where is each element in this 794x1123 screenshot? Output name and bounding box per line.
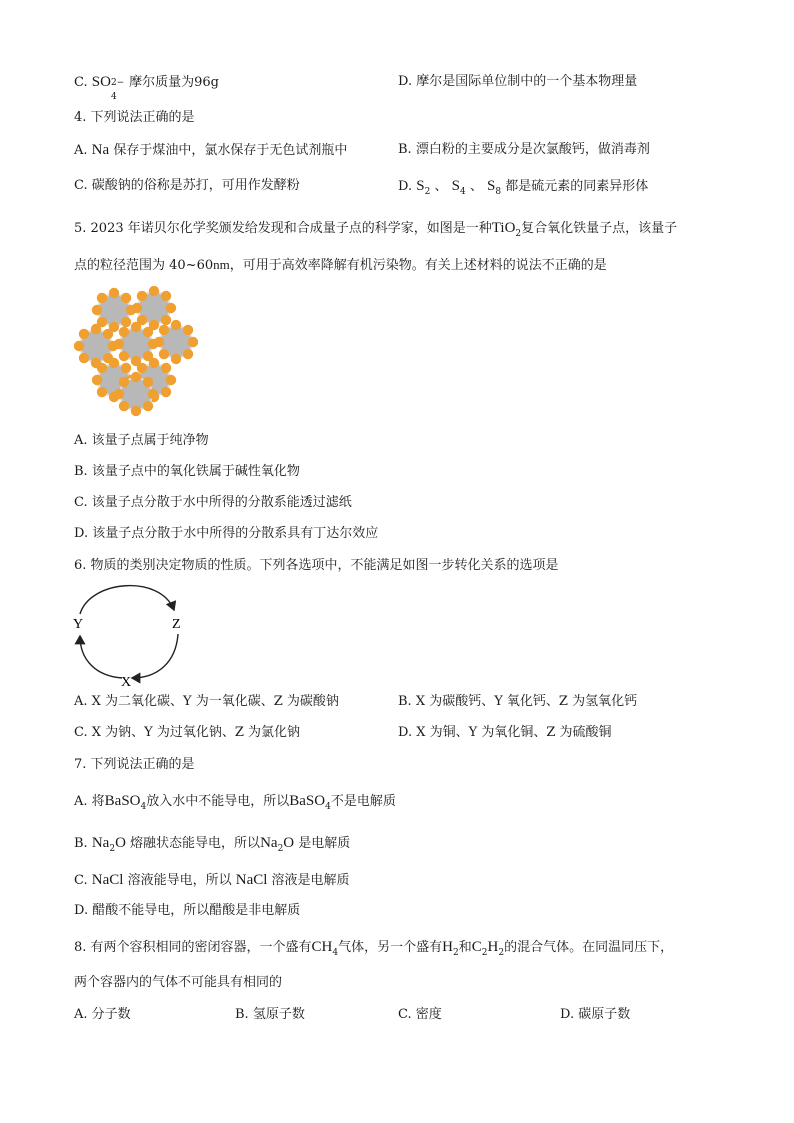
q4-option-b: B. 漂白粉的主要成分是次氯酸钙，做消毒剂 — [398, 142, 650, 157]
iron-oxide-dot — [137, 363, 147, 373]
iron-oxide-dot — [154, 337, 164, 347]
iron-oxide-dot — [114, 389, 124, 399]
q6-stem: 6. 物质的类别决定物质的性质。下列各选项中，不能满足如图一步转化关系的选项是 — [74, 558, 559, 573]
iron-oxide-dot — [119, 377, 129, 387]
iron-oxide-dot — [149, 358, 159, 368]
iron-oxide-dot — [131, 372, 141, 382]
iron-oxide-dot — [109, 288, 119, 298]
q4-option-d: D. $S_2$ 、 $S_4$ 、 $S_8$ 都是硫元素的同素异形体 — [398, 178, 649, 197]
q7-option-d: D. 醋酸不能导电，所以醋酸是非电解质 — [74, 903, 301, 918]
iron-oxide-dot — [166, 303, 176, 313]
conversion-cycle-diagram — [70, 578, 190, 690]
iron-oxide-dot — [97, 293, 107, 303]
iron-oxide-dot — [91, 324, 101, 334]
q3-option-d: D. 摩尔是国际单位制中的一个基本物理量 — [398, 74, 638, 89]
arrow-x-to-y — [80, 636, 122, 678]
iron-oxide-dot — [103, 329, 113, 339]
q3-option-c: C. SO 2− 4 摩尔质量为96g — [74, 74, 219, 102]
iron-oxide-dot — [166, 375, 176, 385]
iron-oxide-dot — [161, 315, 171, 325]
iron-oxide-dot — [97, 387, 107, 397]
q6-option-b: B. X 为碳酸钙、Y 氧化钙、Z 为氢氧化钙 — [398, 694, 638, 709]
iron-oxide-dot — [183, 349, 193, 359]
q5-option-c: C. 该量子点分散于水中所得的分散系能透过滤纸 — [74, 495, 352, 510]
iron-oxide-dot — [161, 387, 171, 397]
iron-oxide-dot — [188, 337, 198, 347]
iron-oxide-dot — [171, 354, 181, 364]
iron-oxide-dot — [119, 327, 129, 337]
q5-stem-line2: 点的粒径范围为 40~60nm，可用于高效率降解有机污染物。有关上述材料的说法不正确的是 — [74, 257, 607, 273]
iron-oxide-dot — [148, 389, 158, 399]
q7-stem: 7. 下列说法正确的是 — [74, 757, 195, 772]
q5-option-d: D. 该量子点分散于水中所得的分散系具有丁达尔效应 — [74, 526, 379, 541]
iron-oxide-dot — [161, 291, 171, 301]
q4-option-c: C. 碳酸钠的俗称是苏打，可用作发酵粉 — [74, 178, 300, 193]
q6-option-d: D. X 为铜、Y 为氧化铜、Z 为硫酸铜 — [398, 725, 612, 740]
q7-option-c: C. NaCl 溶液能导电，所以 NaCl 溶液是电解质 — [74, 872, 350, 888]
q5-option-a: A. 该量子点属于纯净物 — [74, 433, 209, 448]
q4-option-a: A. Na 保存于煤油中，氯水保存于无色试剂瓶中 — [74, 142, 348, 158]
q8-stem-line1: 8. 有两个容积相同的密闭容器，一个盛有$CH_4$气体，另一个盛有$H_2$和$C_2H_2$的混合气体。在同温同压下， — [74, 939, 674, 958]
iron-oxide-dot — [171, 320, 181, 330]
q8-option-c: C. 密度 — [398, 1007, 442, 1022]
iron-oxide-dot — [131, 406, 141, 416]
q8-option-d: D. 碳原子数 — [560, 1007, 631, 1022]
quantum-dot-cluster — [114, 372, 158, 416]
iron-oxide-dot — [92, 375, 102, 385]
iron-oxide-dot — [114, 339, 124, 349]
iron-oxide-dot — [119, 351, 129, 361]
quantum-dot-image — [74, 286, 198, 416]
q5-stem-line1: 5. 2023 年诺贝尔化学奖颁发给发现和合成量子点的科学家，如图是一种TiO$_2$复合氧化铁量子点，该量子 — [74, 220, 678, 239]
iron-oxide-dot — [161, 363, 171, 373]
iron-oxide-dot — [131, 322, 141, 332]
iron-oxide-dot — [121, 317, 131, 327]
iron-oxide-dot — [119, 401, 129, 411]
iron-oxide-dot — [121, 363, 131, 373]
iron-oxide-dot — [137, 291, 147, 301]
node-x: X — [121, 675, 132, 690]
iron-oxide-dot — [97, 363, 107, 373]
iron-oxide-dot — [79, 353, 89, 363]
q6-option-c: C. X 为钠、Y 为过氧化钠、Z 为氯化钠 — [74, 725, 301, 740]
iron-oxide-dot — [132, 303, 142, 313]
q7-option-a: A. 将BaSO$_4$放入水中不能导电，所以BaSO$_4$不是电解质 — [74, 793, 396, 812]
iron-oxide-dot — [109, 358, 119, 368]
q4-stem: 4. 下列说法正确的是 — [74, 110, 195, 125]
iron-oxide-dot — [79, 329, 89, 339]
iron-oxide-dot — [92, 305, 102, 315]
iron-oxide-dot — [159, 325, 169, 335]
iron-oxide-dot — [143, 327, 153, 337]
iron-oxide-dot — [149, 286, 159, 296]
arrow-y-to-z — [80, 586, 174, 614]
q6-option-a: A. X 为二氧化碳、Y 为一氧化碳、Z 为碳酸钠 — [74, 694, 339, 709]
quantum-dot-cluster — [154, 320, 198, 364]
q8-option-b: B. 氢原子数 — [235, 1007, 305, 1022]
arrow-z-to-x — [132, 634, 178, 678]
q5-option-b: B. 该量子点中的氧化铁属于碱性氧化物 — [74, 464, 300, 479]
iron-oxide-dot — [74, 341, 84, 351]
q8-stem-line2: 两个容器内的气体不可能具有相同的 — [74, 975, 283, 990]
node-z: Z — [172, 617, 181, 632]
node-y: Y — [73, 617, 84, 632]
iron-oxide-dot — [143, 401, 153, 411]
iron-oxide-dot — [121, 293, 131, 303]
iron-oxide-dot — [143, 377, 153, 387]
q7-option-b: B. $Na_2O$ 熔融状态能导电，所以$Na_2O$ 是电解质 — [74, 835, 351, 854]
iron-oxide-dot — [159, 349, 169, 359]
q8-option-a: A. 分子数 — [74, 1007, 131, 1022]
iron-oxide-dot — [183, 325, 193, 335]
